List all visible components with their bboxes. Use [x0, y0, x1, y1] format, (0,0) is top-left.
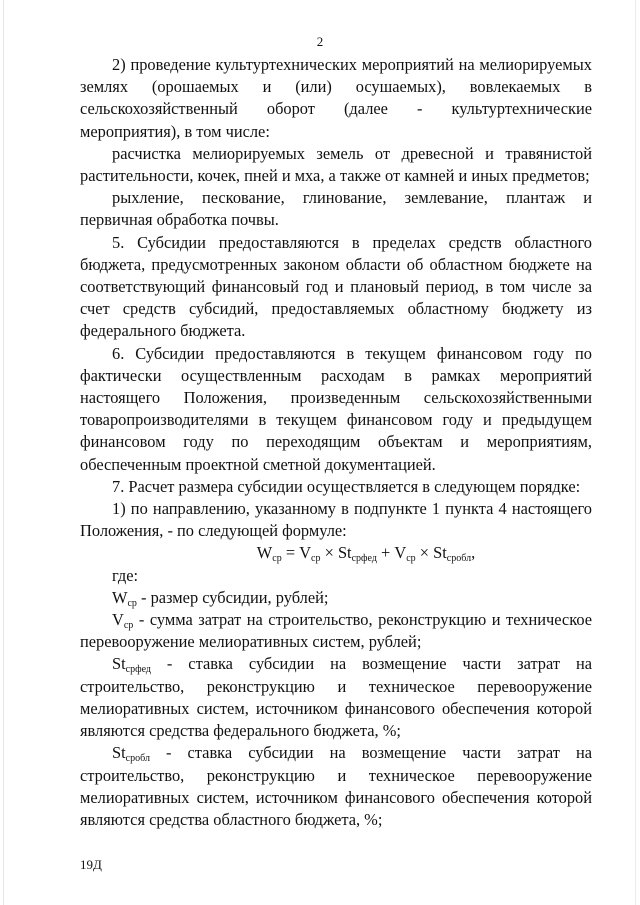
paragraph-subitem-1: 1) по направлению, указанному в подпункте 1 пункта 4 настоящего Положения, - по следующей формуле:: [80, 499, 592, 541]
scan-edge-left: [3, 0, 4, 905]
document-code: 19Д: [80, 857, 102, 872]
paragraph-item-6: 6. Субсидии предоставляются в текущем финансовом году по фактически осуществленным расходам в рамках мероприятий настоящего Положения, произведенным сельскохозяйственными товаропроизводителями в текущем финансовом году и предыдущем финансовом году по переходящим объектам и мероприятиям, обеспеченным проектной сметной документацией.: [80, 343, 592, 474]
paragraph-soil-treatment: рыхление, пескование, глинование, землевание, плантаж и первичная обработка почвы.: [80, 188, 592, 230]
paragraph-cultural-technical: 2) проведение культуртехнических мероприятий на мелиорируемых землях (орошаемых и (или) осушаемых), вовлекаемых в сельскохозяйственный оборот (далее - культуртехнические мероприятия), в том числе:: [80, 55, 592, 141]
scan-edge-right: [635, 0, 636, 905]
definition-st-regional: $St_{сробл}$ - ставка субсидии на возмещение части затрат на строительство, реконструкцию и техническое перевооружение мелиоративных систем, источником финансового обеспечения которой являются средства областного бюджета, %;: [80, 743, 592, 829]
subsidy-formula: $W_{ср} = V_{ср} \times St_{срфед} + V_{ср} \times St_{сробл}$,: [256, 543, 476, 565]
definition-vsr: $V_{ср}$ - сумма затрат на строительство, реконструкцию и техническое перевооружение мелиоративных систем, рублей;: [80, 610, 592, 652]
page-number: 2: [316, 34, 324, 49]
document-body: [80, 54, 592, 831]
definition-wsr: $W_{ср}$ - размер субсидии, рублей;: [112, 587, 329, 609]
paragraph-clearing: расчистка мелиорируемых земель от древесной и травянистой растительности, кочек, пней и мха, а также от камней и иных предметов;: [80, 143, 592, 186]
paragraph-item-7: 7. Расчет размера субсидии осуществляется в следующем порядке:: [112, 476, 581, 496]
definition-st-federal: $St_{срфед}$ - ставка субсидии на возмещение части затрат на строительство, реконструкцию и техническое перевооружение мелиоративных систем, источником финансового обеспечения которой являются средства федерального бюджета, %;: [80, 654, 592, 741]
paragraph-item-5: 5. Субсидии предоставляются в пределах средств областного бюджета, предусмотренных законом области об областном бюджете на соответствующий финансовый год и плановый период, в том числе за счет средств субсидий, предоставляемых областному бюджету из федерального бюджета.: [80, 232, 592, 341]
where-label: где:: [112, 565, 139, 585]
